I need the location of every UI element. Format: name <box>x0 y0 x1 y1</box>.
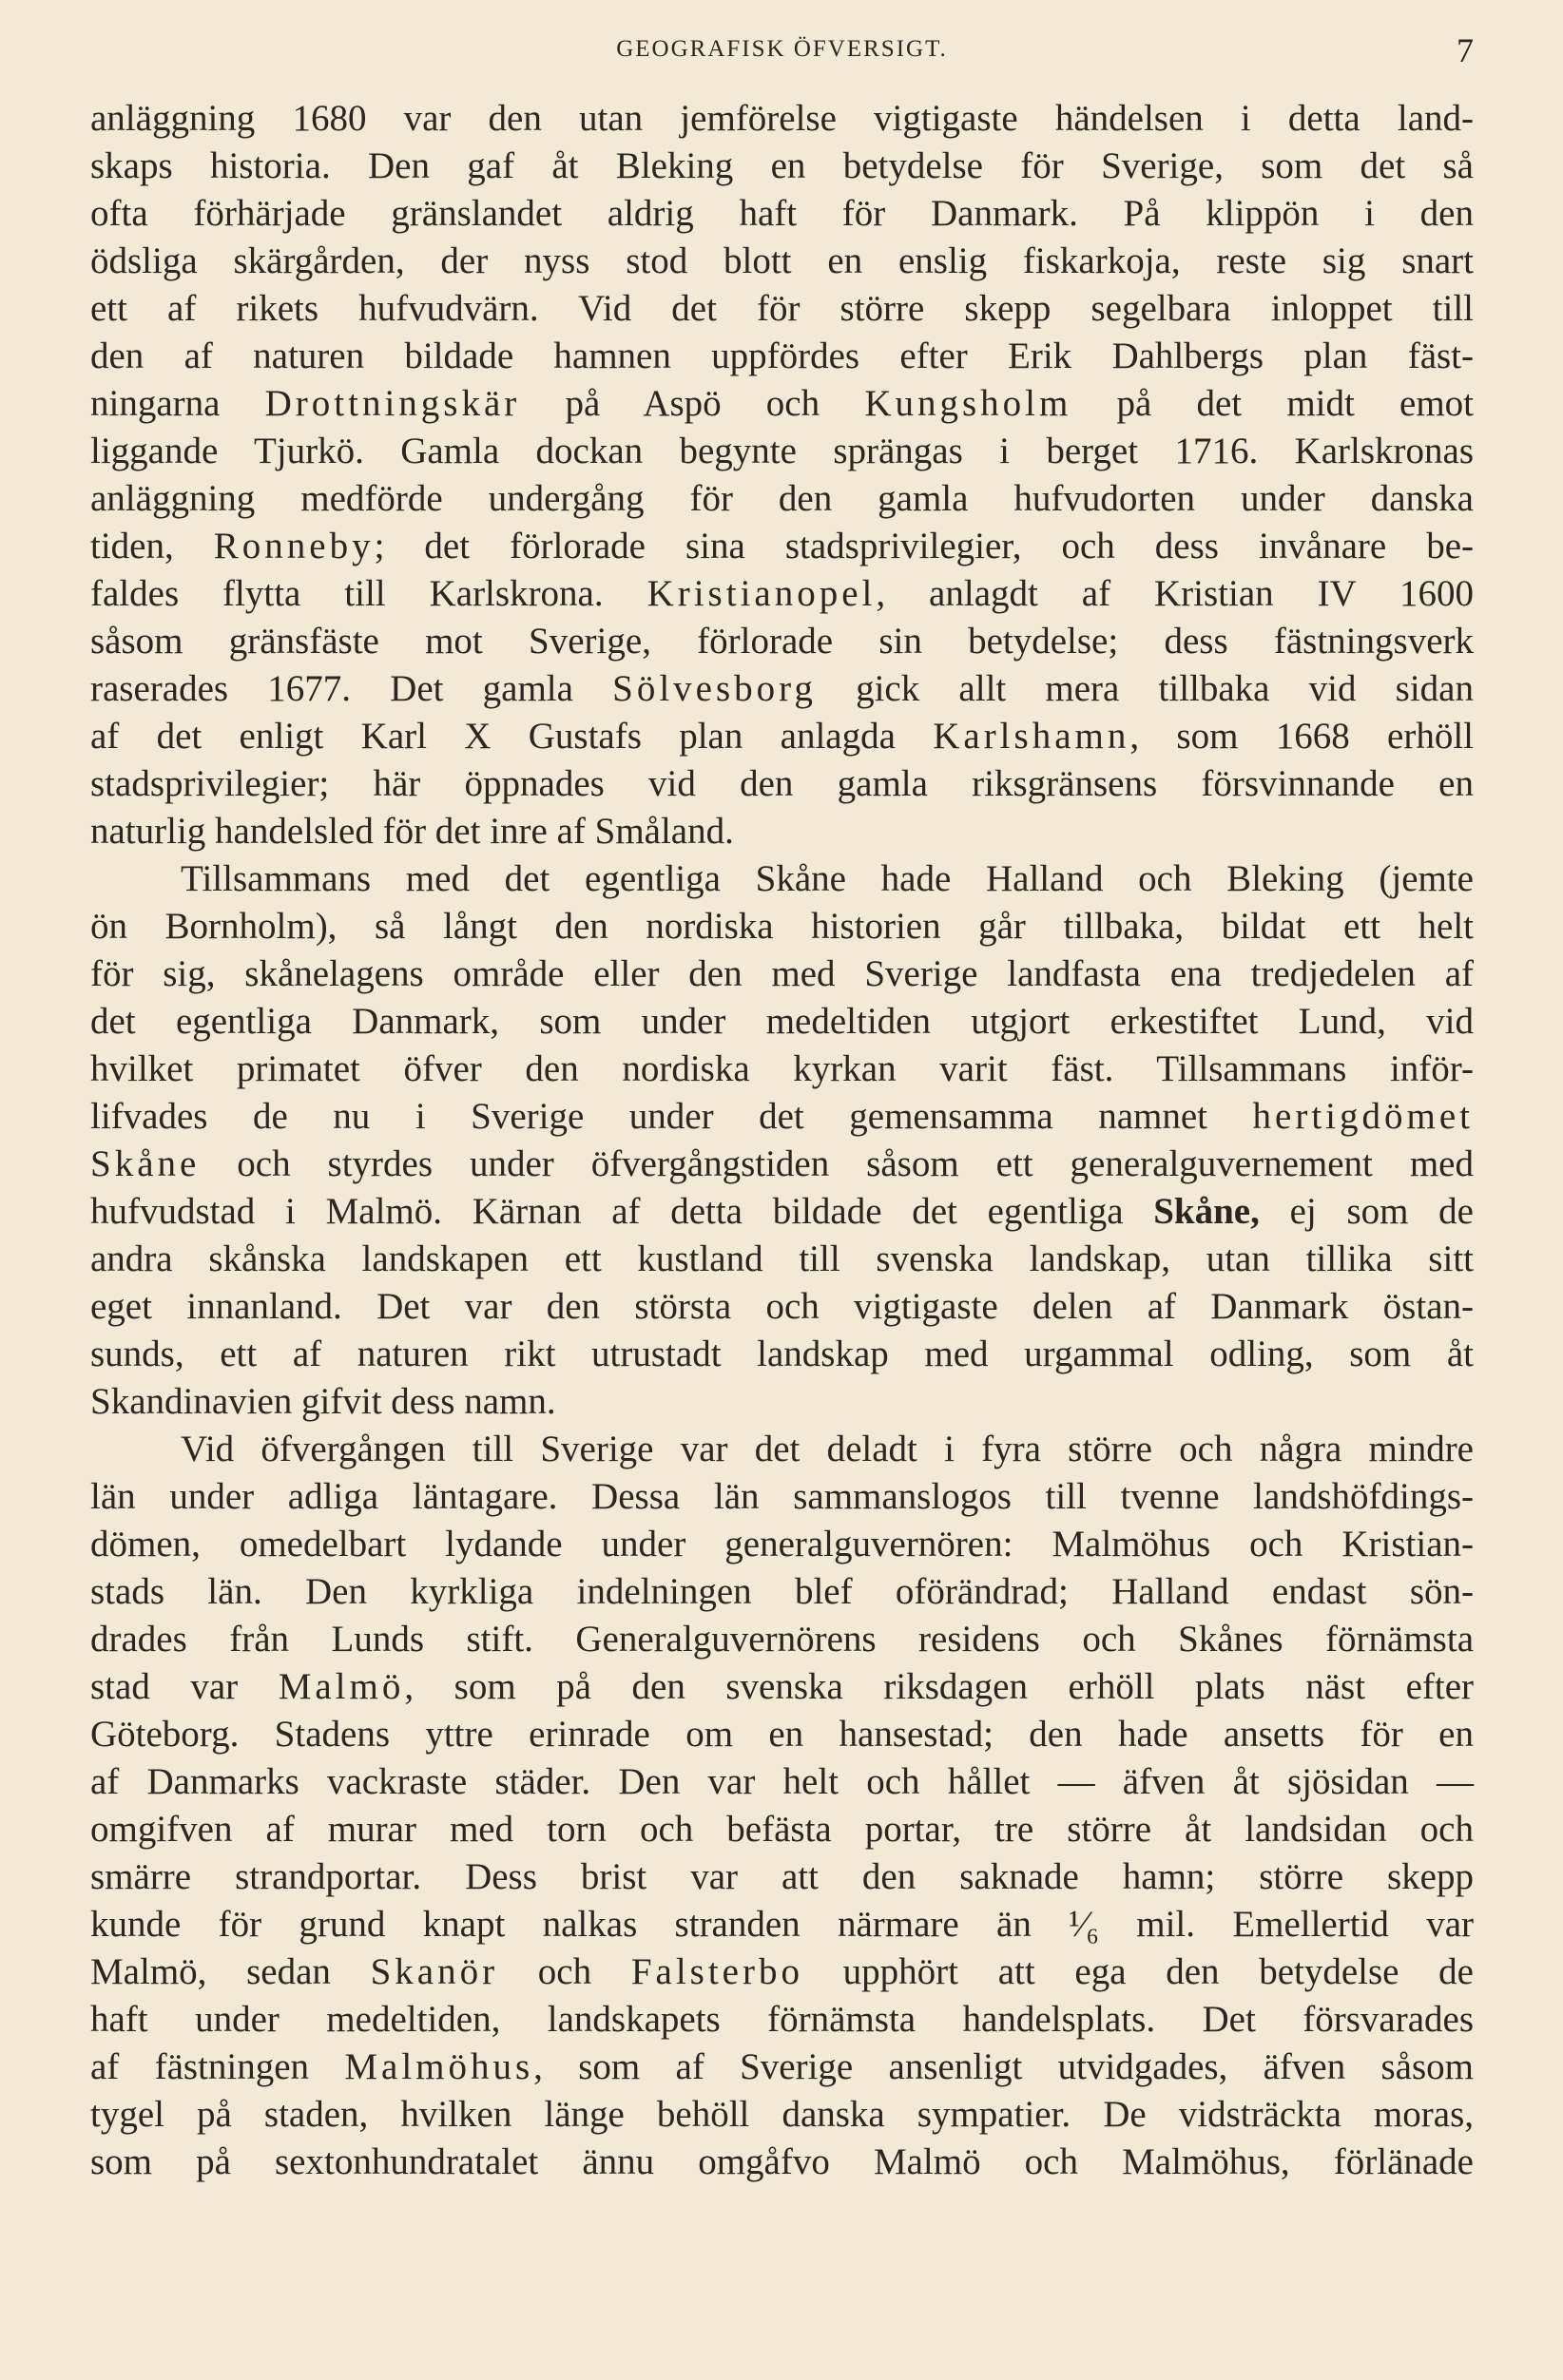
text-line: stadsprivilegier; här öppnades vid den gamla riksgränsens försvinnande en <box>90 763 1474 804</box>
text-line: sunds, ett af naturen rikt utrustadt landskap med urgammal odling, som åt <box>90 1334 1474 1374</box>
text-line: tygel på staden, hvilken länge behöll danska sympatier. De vidsträckta moras, <box>90 2094 1474 2135</box>
spaced-term: Karlshamn <box>933 716 1130 757</box>
text-line: Göteborg. Stadens yttre erinrade om en hansestad; den hade ansetts för en <box>90 1714 1474 1755</box>
text-line: tiden, Ronneby; det förlorade sina stadsprivilegier, och dess invånare be- <box>90 526 1475 566</box>
text-line: af det enligt Karl X Gustafs plan anlagda Karlshamn, som 1668 erhöll <box>90 716 1474 757</box>
running-title: GEOGRAFISK ÖFVERSIGT. <box>616 36 948 62</box>
text-line: Malmö, sedan Skanör och Falsterbo upphört att ega den betydelse de <box>90 1951 1474 1992</box>
text-line: omgifven af murar med torn och befästa portar, tre större åt landsidan och <box>90 1809 1474 1850</box>
text-line: naturlig handelsled för det inre af Småland. <box>90 811 734 852</box>
text-line: kunde för grund knapt nalkas stranden närmare än ¹⁄₆ mil. Emellertid var <box>90 1904 1474 1945</box>
spaced-term: Malmö <box>278 1666 405 1707</box>
text-line: hvilket primatet öfver den nordiska kyrkan varit fäst. Tillsammans inför- <box>90 1048 1474 1089</box>
text-line: Vid öfvergången till Sverige var det deladt i fyra större och några mindre <box>181 1429 1474 1469</box>
text-line: ödsliga skärgården, der nyss stod blott en enslig fiskarkoja, reste sig snart <box>90 240 1474 281</box>
text-line: hufvudstad i Malmö. Kärnan af detta bildade det egentliga Skåne, ej som de <box>90 1191 1474 1232</box>
spaced-term: Falsterbo <box>630 1951 803 1992</box>
text-line: lifvades de nu i Sverige under det gemensamma namnet hertigdömet <box>90 1096 1474 1137</box>
text-line: län under adliga läntagare. Dessa län sammanslogos till tvenne landshöfdings- <box>90 1476 1474 1517</box>
text-line: ön Bornholm), så långt den nordiska historien går tillbaka, bildat ett helt <box>90 906 1474 947</box>
spaced-term: Skåne <box>90 1143 201 1184</box>
text-line: dömen, omedelbart lydande under generalguvernören: Malmöhus och Kristian- <box>90 1524 1474 1564</box>
text-line: såsom gränsfäste mot Sverige, förlorade sin betydelse; dess fästningsverk <box>90 621 1474 662</box>
text-line: för sig, skånelagens område eller den med Sverige landfasta ena tredjedelen af <box>90 953 1474 994</box>
text-line: af Danmarks vackraste städer. Den var helt och hållet — äfven åt sjösidan — <box>90 1761 1474 1802</box>
text-line: den af naturen bildade hamnen uppfördes efter Erik Dahlbergs plan fäst- <box>90 336 1474 376</box>
spaced-term: Sölvesborg <box>612 668 817 709</box>
text-line: drades från Lunds stift. Generalguvernörens residens och Skånes förnämsta <box>90 1619 1474 1660</box>
text-line: ningarna Drottningskär på Aspö och Kungsholm på det midt emot <box>90 383 1474 424</box>
text-line: anläggning medförde undergång för den gamla hufvudorten under danska <box>90 478 1474 519</box>
text-line: liggande Tjurkö. Gamla dockan begynte sprängas i berget 1716. Karlskronas <box>90 431 1474 471</box>
spaced-term: Ronneby <box>213 526 375 566</box>
spaced-term: Malmöhus <box>344 2046 534 2087</box>
text-line: ofta förhärjade gränslandet aldrig haft för Danmark. På klippön i den <box>90 193 1474 234</box>
text-line: haft under medeltiden, landskapets förnämsta handelsplats. Det försvarades <box>90 1999 1474 2040</box>
text-line: Skåne och styrdes under öfvergångstiden såsom ett generalguvernement med <box>90 1143 1474 1184</box>
text-line: stad var Malmö, som på den svenska riksdagen erhöll plats näst efter <box>90 1666 1474 1707</box>
spaced-term: Skanör <box>370 1951 499 1992</box>
text-line: ett af rikets hufvudvärn. Vid det för större skepp segelbara inloppet till <box>90 288 1474 329</box>
text-line: faldes flytta till Karlskrona. Kristianopel, anlagdt af Kristian IV 1600 <box>90 573 1474 614</box>
text-line: af fästningen Malmöhus, som af Sverige ansenligt utvidgades, äfven såsom <box>90 2046 1474 2087</box>
page-header <box>90 32 1474 70</box>
spaced-term: Kristianopel <box>646 573 877 614</box>
text-line: raserades 1677. Det gamla Sölvesborg gick allt mera tillbaka vid sidan <box>90 668 1474 709</box>
page-number: 7 <box>1457 31 1474 69</box>
bold-term: Skåne, <box>1153 1191 1260 1232</box>
text-line: stads län. Den kyrkliga indelningen blef oförändrad; Halland endast sön- <box>90 1571 1474 1612</box>
text-line: det egentliga Danmark, som under medeltiden utgjort erkestiftet Lund, vid <box>90 1001 1474 1042</box>
text-line: smärre strandportar. Dess brist var att den saknade hamn; större skepp <box>90 1856 1474 1897</box>
text-line: Tillsammans med det egentliga Skåne hade Halland och Bleking (jemte <box>181 858 1474 899</box>
text-line: anläggning 1680 var den utan jemförelse vigtigaste händelsen i detta land- <box>90 98 1474 139</box>
spaced-term: Kungsholm <box>864 383 1072 424</box>
text-line: eget innanland. Det var den största och vigtigaste delen af Danmark östan- <box>90 1286 1474 1327</box>
text-line: andra skånska landskapen ett kustland till svenska landskap, utan tillika sitt <box>90 1238 1474 1279</box>
spaced-term: Drottningskär <box>264 383 521 424</box>
body-text <box>90 95 1474 2186</box>
text-line: skaps historia. Den gaf åt Bleking en betydelse för Sverige, som det så <box>90 145 1474 186</box>
text-line: som på sextonhundratalet ännu omgåfvo Malmö och Malmöhus, förlänade <box>90 2141 1474 2182</box>
spaced-term: hertigdömet <box>1252 1096 1474 1137</box>
text-line: Skandinavien gifvit dess namn. <box>90 1381 556 1422</box>
